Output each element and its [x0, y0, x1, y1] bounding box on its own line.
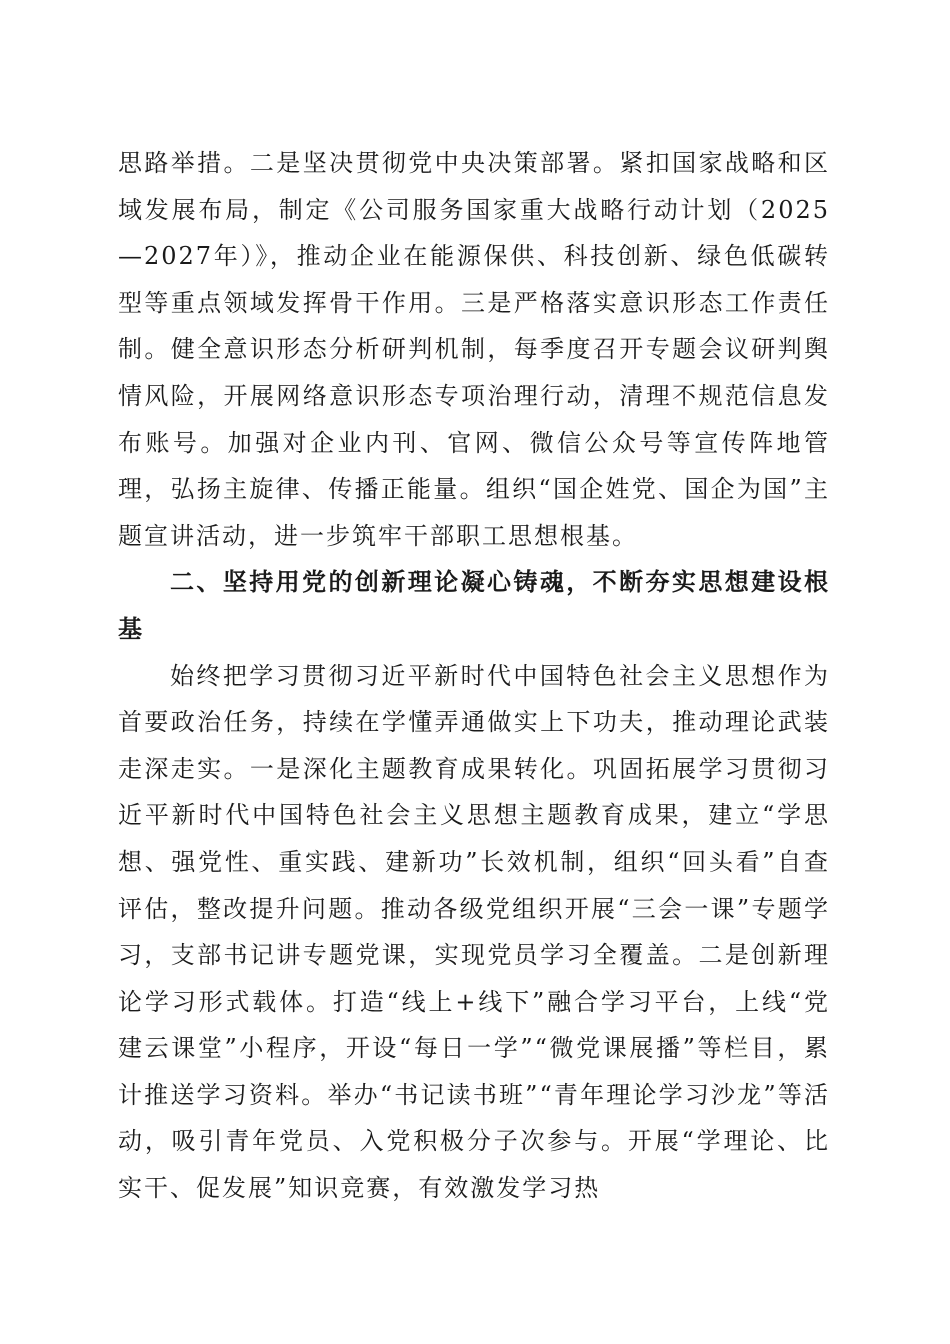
body-paragraph-continued: 思路举措。二是坚决贯彻党中央决策部署。紧扣国家战略和区域发展布局，制定《公司服务国家重大战略行动计划（2025—2027年）》，推动企业在能源保供、科技创新、绿色低碳转型等重点领域发挥骨干作用。三是严格落实意识形态工作责任制。健全意识形态分析研判机制，每季度召开专题会议研判舆情风险，开展网络意识形态专项治理行动，清理不规范信息发布账号。加强对企业内刊、官网、微信公众号等宣传阵地管理，弘扬主旋律、传播正能量。组织“国企姓党、国企为国”主题宣讲活动，进一步筑牢干部职工思想根基。: [118, 149, 830, 550]
document-body: [118, 140, 830, 1212]
body-paragraph: 始终把学习贯彻习近平新时代中国特色社会主义思想作为首要政治任务，持续在学懂弄通做实上下功夫，推动理论武装走深走实。一是深化主题教育成果转化。巩固拓展学习贯彻习近平新时代中国特色社会主义思想主题教育成果，建立“学思想、强党性、重实践、建新功”长效机制，组织“回头看”自查评估，整改提升问题。推动各级党组织开展“三会一课”专题学习，支部书记讲专题党课，实现党员学习全覆盖。二是创新理论学习形式载体。打造“线上+线下”融合学习平台，上线“党建云课堂”小程序，开设“每日一学”“微党课展播”等栏目，累计推送学习资料。举办“书记读书班”“青年理论学习沙龙”等活动，吸引青年党员、入党积极分子次参与。开展“学理论、比实干、促发展”知识竞赛，有效激发学习热: [118, 661, 830, 1203]
section-heading: 二、坚持用党的创新理论凝心铸魂，不断夯实思想建设根基: [118, 568, 830, 643]
